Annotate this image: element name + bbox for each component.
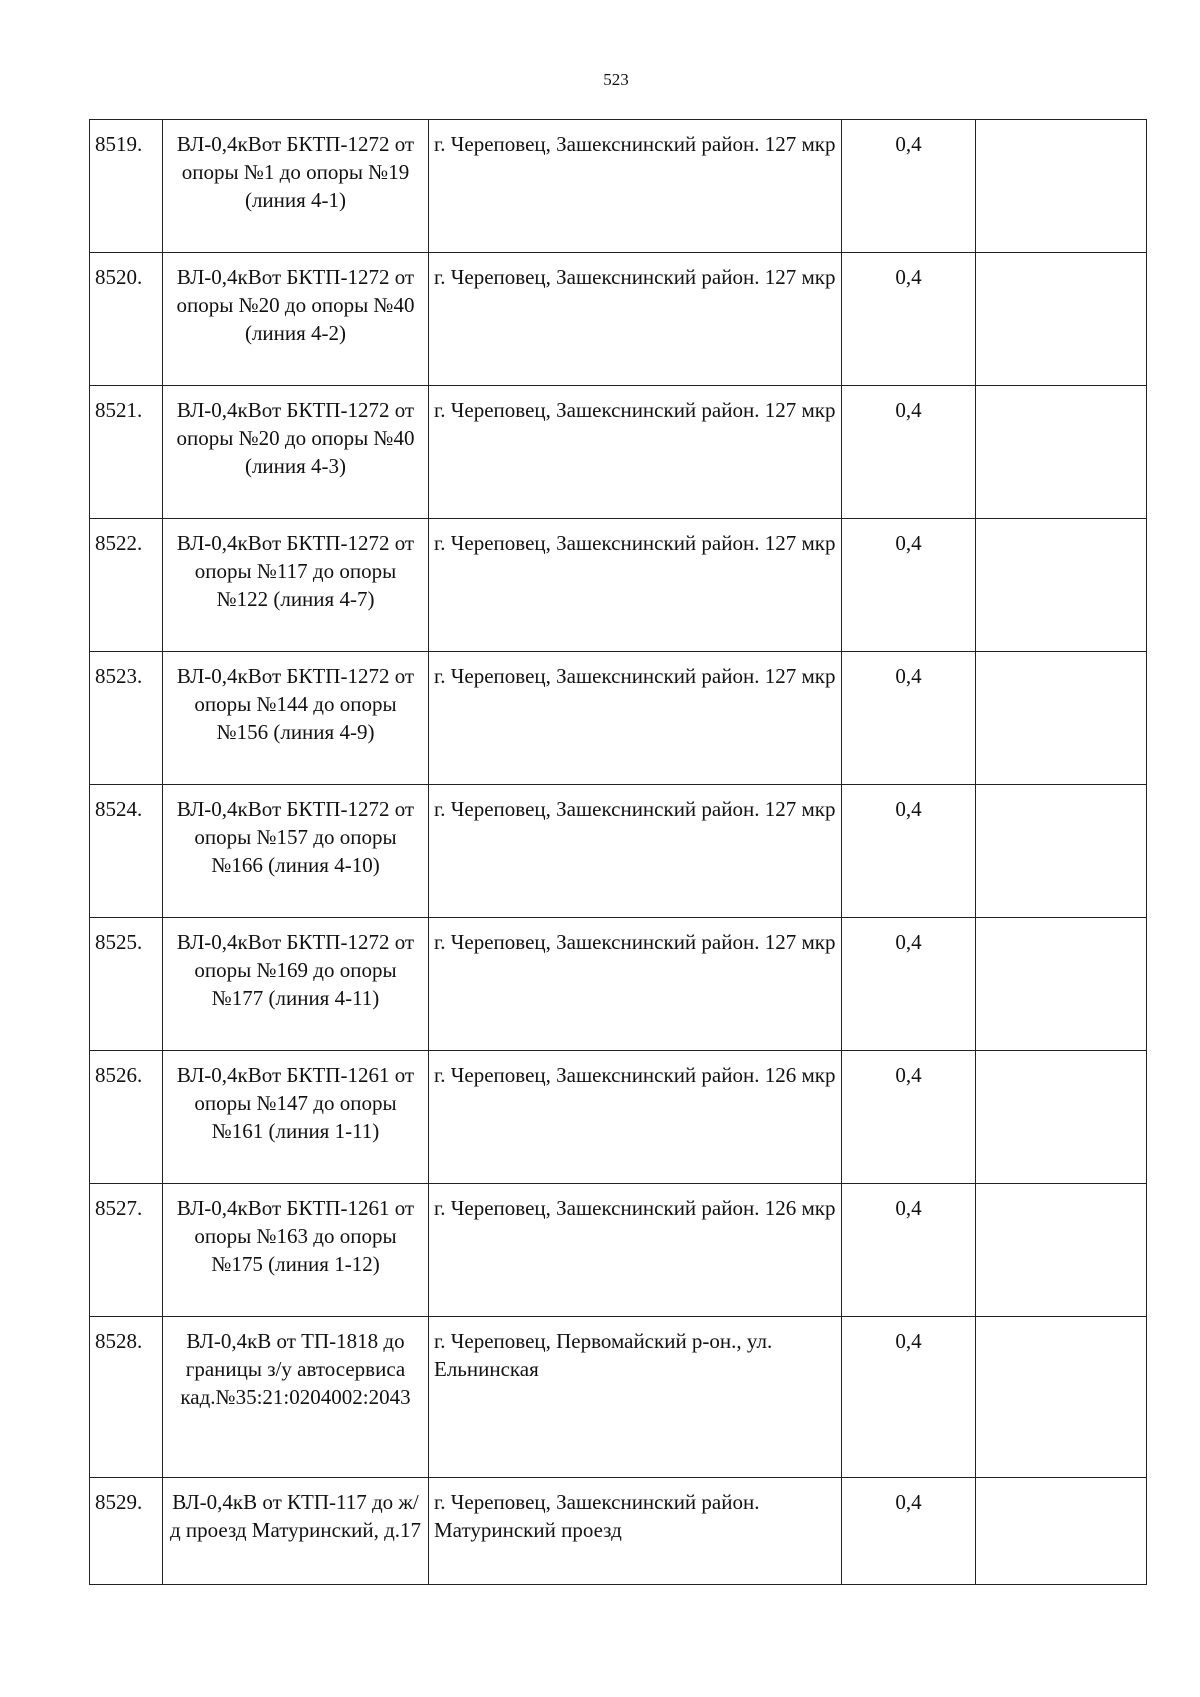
row-number: 8528. (90, 1317, 163, 1478)
line-name: ВЛ-0,4кВот БКТП-1272 от опоры №144 до опоры №156 (линия 4-9) (163, 652, 429, 785)
voltage-value: 0,4 (842, 652, 976, 785)
registry-table (89, 119, 1147, 1585)
row-number: 8520. (90, 253, 163, 386)
table-row (90, 652, 1147, 785)
empty-cell (976, 1478, 1147, 1585)
table-row (90, 386, 1147, 519)
row-number: 8523. (90, 652, 163, 785)
line-name: ВЛ-0,4кВот БКТП-1261 от опоры №147 до опоры №161 (линия 1-11) (163, 1051, 429, 1184)
line-name: ВЛ-0,4кВот БКТП-1272 от опоры №20 до опоры №40 (линия 4-3) (163, 386, 429, 519)
table-row (90, 253, 1147, 386)
table-row (90, 1051, 1147, 1184)
empty-cell (976, 1051, 1147, 1184)
line-name: ВЛ-0,4кВ от ТП-1818 до границы з/у автосервиса кад.№35:21:0204002:2043 (163, 1317, 429, 1478)
table-row (90, 1184, 1147, 1317)
location-address: г. Череповец, Зашекснинский район. 127 мкр (429, 253, 842, 386)
location-address: г. Череповец, Зашекснинский район. 127 мкр (429, 785, 842, 918)
empty-cell (976, 652, 1147, 785)
empty-cell (976, 386, 1147, 519)
voltage-value: 0,4 (842, 918, 976, 1051)
line-name: ВЛ-0,4кВ от КТП-117 до ж/д проезд Матуринский, д.17 (163, 1478, 429, 1585)
line-name: ВЛ-0,4кВот БКТП-1272 от опоры №117 до опоры №122 (линия 4-7) (163, 519, 429, 652)
empty-cell (976, 519, 1147, 652)
line-name: ВЛ-0,4кВот БКТП-1272 от опоры №20 до опоры №40 (линия 4-2) (163, 253, 429, 386)
location-address: г. Череповец, Зашекснинский район. Матуринский проезд (429, 1478, 842, 1585)
row-number: 8522. (90, 519, 163, 652)
empty-cell (976, 918, 1147, 1051)
empty-cell (976, 120, 1147, 253)
line-name: ВЛ-0,4кВот БКТП-1272 от опоры №1 до опоры №19 (линия 4-1) (163, 120, 429, 253)
location-address: г. Череповец, Зашекснинский район. 127 мкр (429, 519, 842, 652)
voltage-value: 0,4 (842, 1317, 976, 1478)
line-name: ВЛ-0,4кВот БКТП-1272 от опоры №157 до опоры №166 (линия 4-10) (163, 785, 429, 918)
line-name: ВЛ-0,4кВот БКТП-1272 от опоры №169 до опоры №177 (линия 4-11) (163, 918, 429, 1051)
table-row (90, 120, 1147, 253)
voltage-value: 0,4 (842, 120, 976, 253)
location-address: г. Череповец, Зашекснинский район. 127 мкр (429, 918, 842, 1051)
location-address: г. Череповец, Первомайский р-он., ул. Ельнинская (429, 1317, 842, 1478)
table-row (90, 1317, 1147, 1478)
table-row (90, 1478, 1147, 1585)
row-number: 8521. (90, 386, 163, 519)
location-address: г. Череповец, Зашекснинский район. 126 мкр (429, 1184, 842, 1317)
line-name: ВЛ-0,4кВот БКТП-1261 от опоры №163 до опоры №175 (линия 1-12) (163, 1184, 429, 1317)
voltage-value: 0,4 (842, 253, 976, 386)
empty-cell (976, 253, 1147, 386)
table-row (90, 785, 1147, 918)
voltage-value: 0,4 (842, 519, 976, 652)
empty-cell (976, 785, 1147, 918)
location-address: г. Череповец, Зашекснинский район. 127 мкр (429, 120, 842, 253)
voltage-value: 0,4 (842, 1478, 976, 1585)
row-number: 8529. (90, 1478, 163, 1585)
row-number: 8527. (90, 1184, 163, 1317)
page-number: 523 (603, 70, 629, 89)
table-row (90, 519, 1147, 652)
row-number: 8519. (90, 120, 163, 253)
voltage-value: 0,4 (842, 785, 976, 918)
row-number: 8526. (90, 1051, 163, 1184)
voltage-value: 0,4 (842, 1051, 976, 1184)
table-row (90, 918, 1147, 1051)
location-address: г. Череповец, Зашекснинский район. 127 мкр (429, 652, 842, 785)
row-number: 8525. (90, 918, 163, 1051)
location-address: г. Череповец, Зашекснинский район. 127 мкр (429, 386, 842, 519)
empty-cell (976, 1184, 1147, 1317)
voltage-value: 0,4 (842, 386, 976, 519)
location-address: г. Череповец, Зашекснинский район. 126 мкр (429, 1051, 842, 1184)
row-number: 8524. (90, 785, 163, 918)
empty-cell (976, 1317, 1147, 1478)
voltage-value: 0,4 (842, 1184, 976, 1317)
